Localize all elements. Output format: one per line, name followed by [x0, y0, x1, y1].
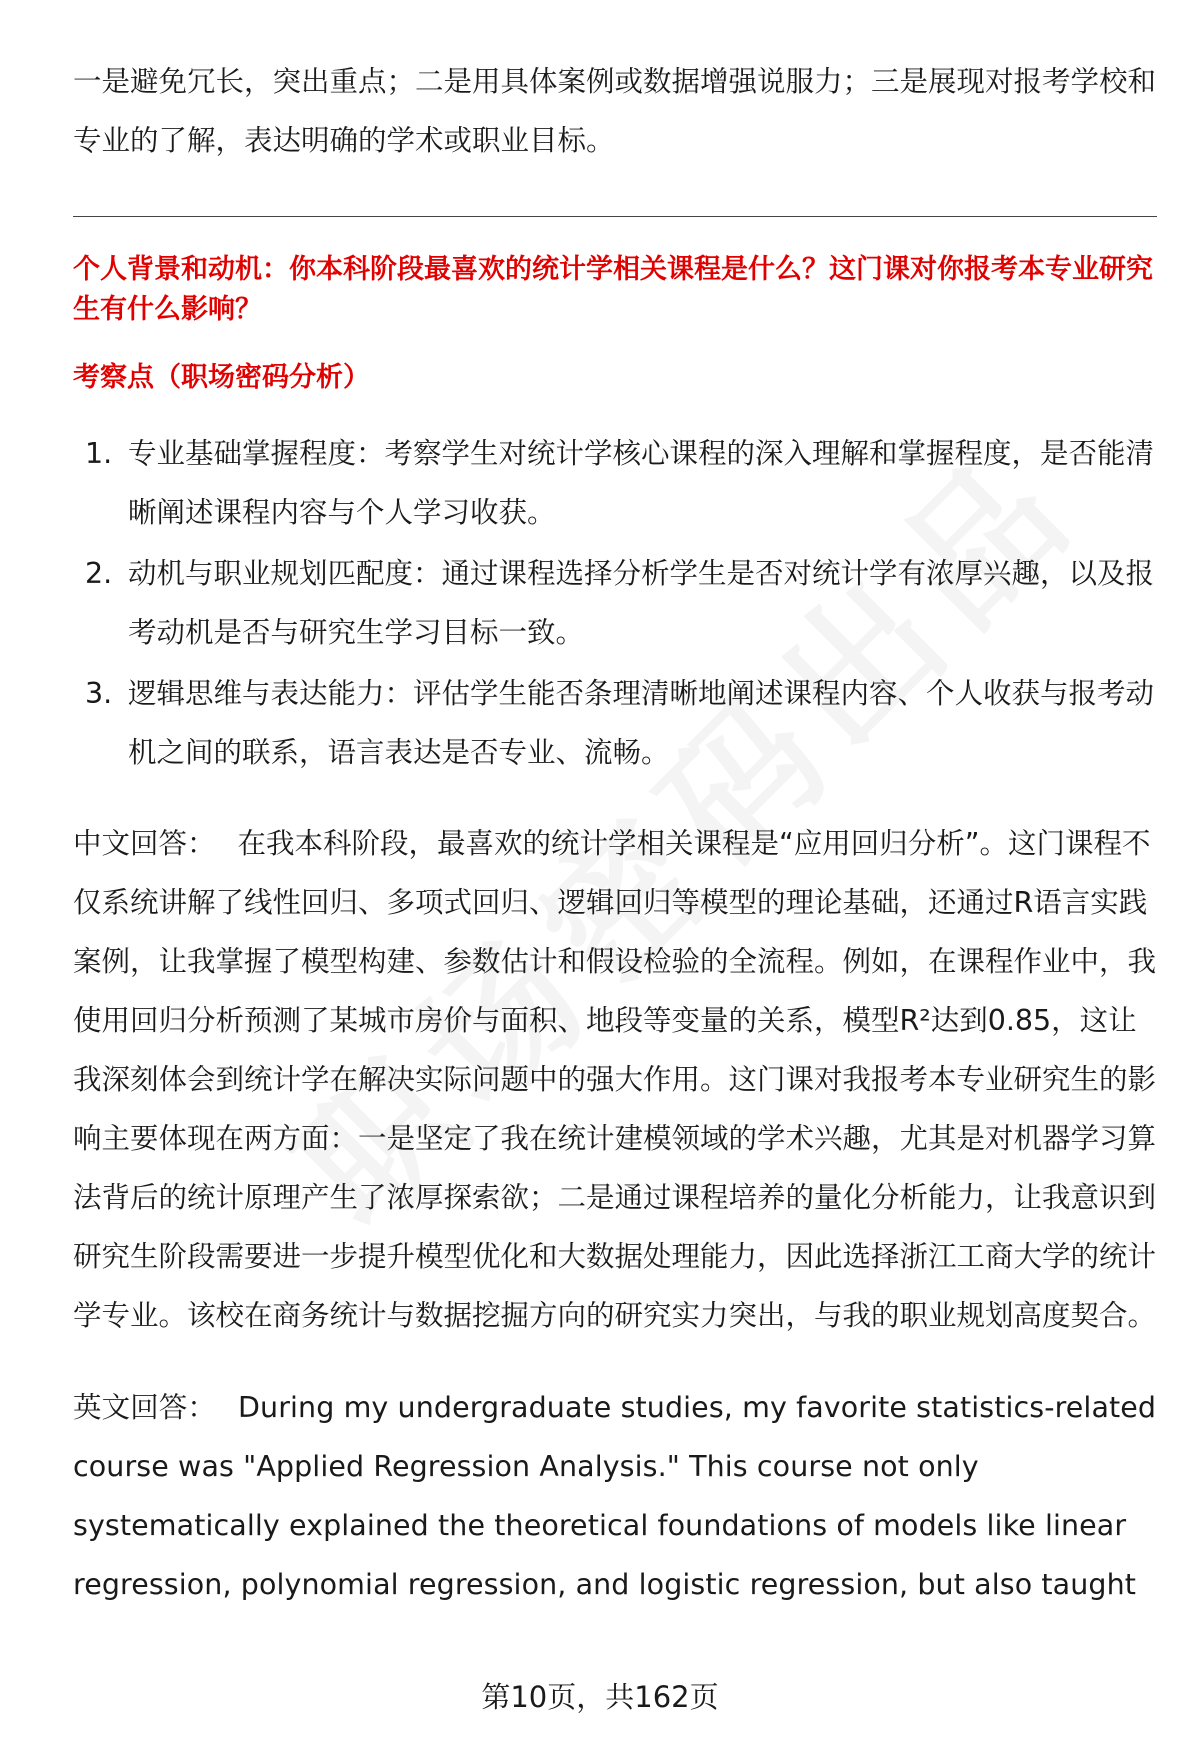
intro-paragraph: 一是避免冗长，突出重点；二是用具体案例或数据增强说服力；三是展现对报考学校和专业的了解，表达明确的学术或职业目标。 — [73, 65, 1157, 157]
english-answer-label: 英文回答： — [73, 1391, 217, 1424]
section-divider — [73, 216, 1157, 217]
assessment-item-text: 专业基础掌握程度：考察学生对统计学核心课程的深入理解和掌握程度，是否能清晰阐述课程内容与个人学习收获。 — [128, 437, 1155, 529]
page-content — [73, 52, 1157, 1614]
english-answer — [73, 1378, 1157, 1614]
assessment-item-number: 3. — [85, 677, 113, 710]
english-answer-text: During my undergraduate studies, my favorite statistics-related course was "Applied Regression Analysis." This course not only systematically explained the theoretical foundations of models like linear regression, polynomial regression, and logistic regression, but also taught — [73, 1391, 1157, 1601]
assessment-list — [73, 424, 1157, 782]
assessment-heading: 考察点（职场密码分析） — [73, 362, 370, 393]
assessment-item-number: 2. — [85, 557, 113, 590]
assessment-item-text: 逻辑思维与表达能力：评估学生能否条理清晰地阐述课程内容、个人收获与报考动机之间的联系，语言表达是否专业、流畅。 — [128, 677, 1155, 769]
assessment-item-number: 1. — [85, 437, 113, 470]
assessment-item — [73, 544, 1157, 662]
assessment-item — [73, 424, 1157, 542]
chinese-answer — [73, 814, 1157, 1345]
question-title: 个人背景和动机：你本科阶段最喜欢的统计学相关课程是什么？这门课对你报考本专业研究生有什么影响？ — [73, 254, 1153, 325]
assessment-item-text: 动机与职业规划匹配度：通过课程选择分析学生是否对统计学有浓厚兴趣，以及报考动机是否与研究生学习目标一致。 — [128, 557, 1155, 649]
chinese-answer-label: 中文回答： — [73, 827, 216, 860]
chinese-answer-text: 在我本科阶段，最喜欢的统计学相关课程是“应用回归分析”。这门课程不仅系统讲解了线性回归、多项式回归、逻辑回归等模型的理论基础，还通过R语言实践案例，让我掌握了模型构建、参数估计和假设检验的全流程。例如，在课程作业中，我使用回归分析预测了某城市房价与面积、地段等变量的关系，模型R²达到0.85，这让我深刻体会到统计学在解决实际问题中的强大作用。这门课对我报考本专业研究生的影响主要体现在两方面：一是坚定了我在统计建模领域的学术兴趣，尤其是对机器学习算法背后的统计原理产生了浓厚探索欲；二是通过课程培养的量化分析能力，让我意识到研究生阶段需要进一步提升模型优化和大数据处理能力，因此选择浙江工商大学的统计学专业。该校在商务统计与数据挖掘方向的研究实力突出，与我的职业规划高度契合。 — [73, 827, 1157, 1332]
page-number-footer: 第10页，共162页 — [481, 1680, 719, 1714]
assessment-item — [73, 664, 1157, 782]
